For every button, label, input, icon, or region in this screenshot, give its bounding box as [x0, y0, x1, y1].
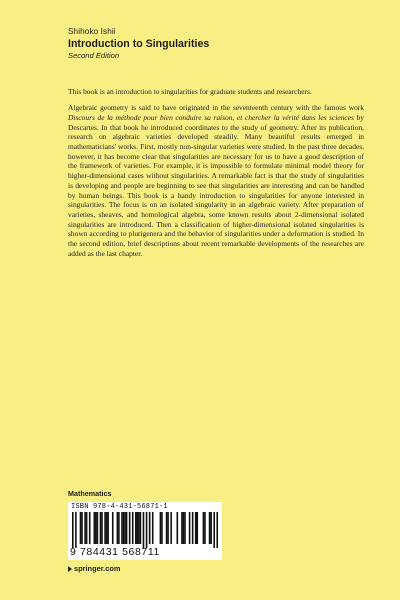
- back-cover-blurb: [68, 87, 364, 265]
- subject-category: Mathematics: [68, 489, 112, 498]
- blurb-p2-rest: by Descartes. In that book he introduced coordinates to the study of geometry. After its publication, research on algebraic varieties developed steadily. Many beautiful results emerged in mathematicians' works. First, mostly non-singular varieties were studied. In the past three decades, however, it has become clear that singularities are necessary for us to have a good description of the framework of varieties. For example, it is impossible to formulate minimal model theory for higher-dimensional cases without singularities. A remarkable fact is that the study of singularities is developing and people are beginning to see that singularities are interesting and can be handled by human beings. This book is a handy introduction to singularities for anyone interested in singularities. The focus is on an isolated singularity in an algebraic variety. After preparation of varieties, sheaves, and homological algebra, some known results about 2-dimensional isolated singularities are introduced. Then a classification of higher-dimensional isolated singularities is shown according to plurigenera and the behavior of singularities under a deformation is studied. In the second edition, brief descriptions about recent remarkable developments of the researches are added as the last chapter.: [68, 112, 364, 258]
- blurb-paragraph-2: [68, 103, 364, 258]
- publisher-url: springer.com: [74, 564, 121, 573]
- barcode-digits: 9 784431 568711: [70, 546, 160, 558]
- descartes-work-title: Discours de la méthode pour bien conduire sa raison, et chercher la vérité dans les sciences: [68, 112, 354, 122]
- isbn-text: ISBN 978-4-431-56871-1: [71, 503, 168, 511]
- blurb-paragraph-1: This book is an introduction to singularities for graduate students and researchers.: [68, 87, 312, 96]
- isbn-barcode: [68, 502, 222, 560]
- arrow-right-icon: [68, 566, 72, 572]
- barcode-bars: [72, 512, 218, 548]
- blurb-p2-intro: Algebraic geometry is said to have originated in the seventeenth century with the famous work: [68, 103, 364, 113]
- author-name: Shihoko Ishii: [68, 27, 116, 36]
- book-title: Introduction to Singularities: [68, 38, 210, 50]
- edition-label: Second Edition: [68, 51, 120, 60]
- book-header: [68, 27, 368, 61]
- publisher-link[interactable]: [68, 564, 120, 573]
